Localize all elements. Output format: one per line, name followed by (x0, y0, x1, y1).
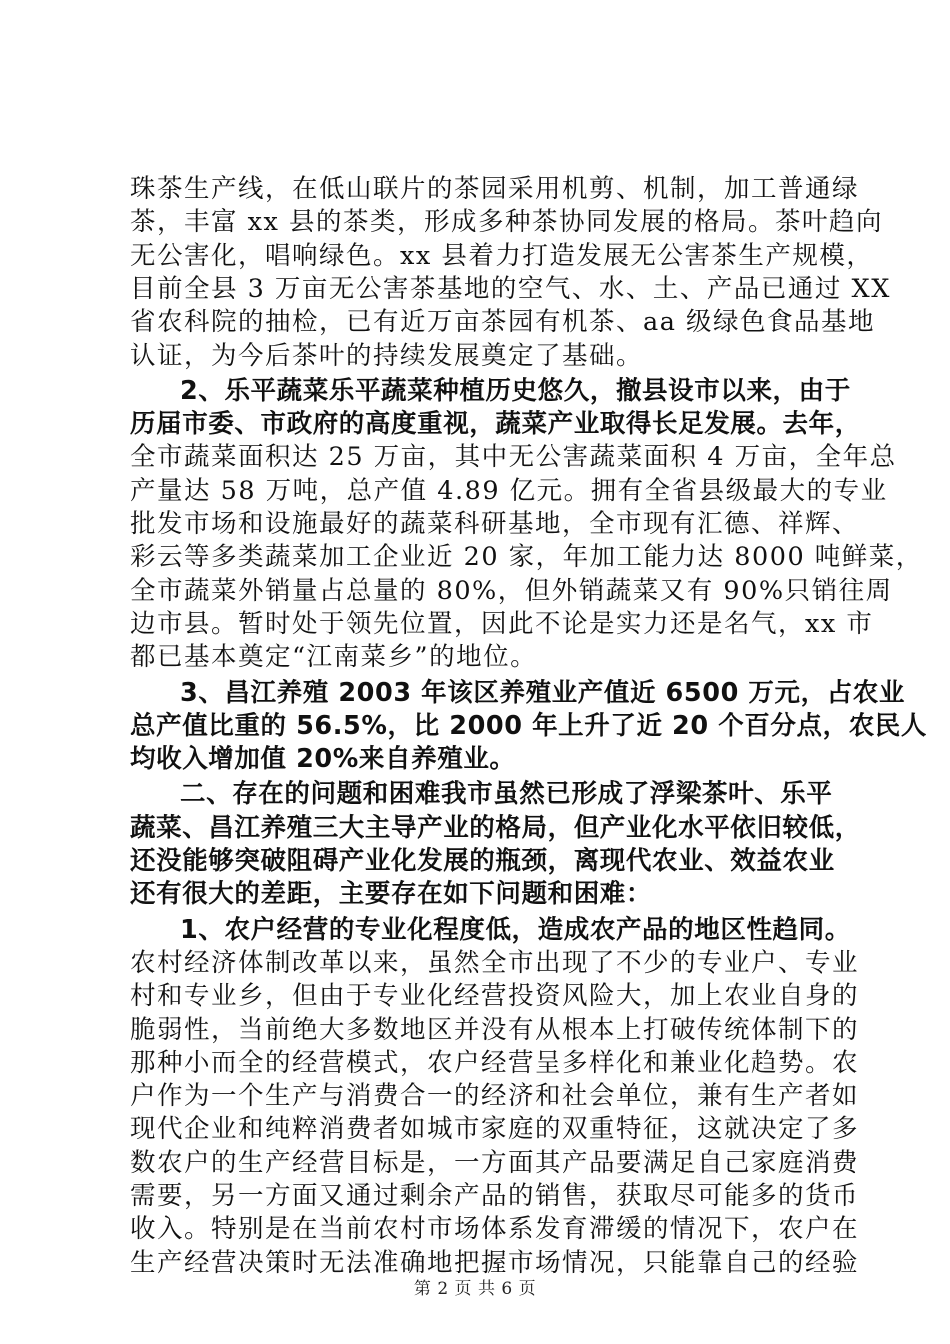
body-text-line: 脆弱性，当前绝大多数地区并没有从根本上打破传统体制下的 (130, 1014, 860, 1045)
section-heading-line: 2、乐平蔬菜乐平蔬菜种植历史悠久，撤县设市以来，由于 (180, 375, 851, 406)
body-text-line: 收入。特别是在当前农村市场体系发育滞缓的情况下，农户在 (130, 1214, 860, 1245)
body-text-line: 无公害化，唱响绿色。xx 县着力打造发展无公害茶生产规模， (130, 240, 874, 271)
body-text-line: 省农科院的抽检，已有近万亩茶园有机茶、aa 级绿色食品基地 (130, 307, 876, 338)
body-text-line: 生产经营决策时无法准确地把握市场情况，只能靠自己的经验 (130, 1247, 860, 1278)
body-text-line: 彩云等多类蔬菜加工企业近 20 家，年加工能力达 8000 吨鲜菜， (130, 542, 923, 573)
body-text-line: 茶，丰富 xx 县的茶类，形成多种茶协同发展的格局。茶叶趋向 (130, 207, 883, 238)
body-text-line: 需要，另一方面又通过剩余产品的销售，获取尽可能多的货币 (130, 1181, 860, 1211)
body-text-line: 全市蔬菜外销量占总量的 80%，但外销蔬菜又有 90%只销往周 (130, 575, 893, 606)
bold-text-line: 总产值比重的 56.5%，比 2000 年上升了近 20 个百分点，农民人 (130, 710, 928, 741)
body-text-line: 农村经济体制改革以来，虽然全市出现了不少的专业户、专业 (130, 947, 860, 978)
body-text-line: 那种小而全的经营模式，农户经营呈多样化和兼业化趋势。农 (130, 1047, 860, 1078)
section-heading-line: 3、昌江养殖 2003 年该区养殖业产值近 6500 万元，占农业 (180, 677, 905, 708)
bold-text-line: 还有很大的差距，主要存在如下问题和困难： (130, 879, 653, 910)
bold-text-line: 历届市委、市政府的高度重视，蔬菜产业取得长足发展。去年， (130, 409, 861, 440)
body-text-line: 珠茶生产线，在低山联片的茶园采用机剪、机制，加工普通绿 (130, 174, 860, 204)
bold-text-line: 均收入增加值 20%来自养殖业。 (130, 744, 516, 775)
section-heading-line: 二、存在的问题和困难我市虽然已形成了浮梁茶叶、乐平 (180, 779, 833, 810)
body-text-line: 数农户的生产经营目标是，一方面其产品要满足自己家庭消费 (130, 1147, 860, 1178)
body-text-line: 批发市场和设施最好的蔬菜科研基地，全市现有汇德、祥辉、 (130, 509, 860, 539)
body-text-line: 都已基本奠定“江南菜乡”的地位。 (130, 642, 538, 673)
body-text-line: 目前全县 3 万亩无公害茶基地的空气、水、土、产品已通过 XX (130, 273, 891, 304)
bold-text-line: 还没能够突破阻碍产业化发展的瓶颈，离现代农业、效益农业 (130, 846, 835, 876)
body-text-line: 产量达 58 万吨，总产值 4.89 亿元。拥有全省县级最大的专业 (130, 475, 888, 506)
body-text-line: 户作为一个生产与消费合一的经济和社会单位，兼有生产者如 (130, 1081, 860, 1112)
page-footer: 第 2 页 共 6 页 (413, 1279, 537, 1299)
bold-text-line: 蔬菜、昌江养殖三大主导产业的格局，但产业化水平依旧较低， (130, 812, 861, 843)
body-text-line: 边市县。暂时处于领先位置，因此不论是实力还是名气，xx 市 (130, 608, 874, 639)
body-text-line: 全市蔬菜面积达 25 万亩，其中无公害蔬菜面积 4 万亩，全年总 (130, 442, 897, 473)
body-text-line: 现代企业和纯粹消费者如城市家庭的双重特征，这就决定了多 (130, 1114, 860, 1145)
body-text-line: 认证，为今后茶叶的持续发展奠定了基础。 (130, 340, 644, 371)
section-heading-line: 1、农户经营的专业化程度低，造成农产品的地区性趋同。 (180, 914, 851, 945)
body-text-line: 村和专业乡，但由于专业化经营投资风险大，加上农业自身的 (130, 981, 860, 1012)
